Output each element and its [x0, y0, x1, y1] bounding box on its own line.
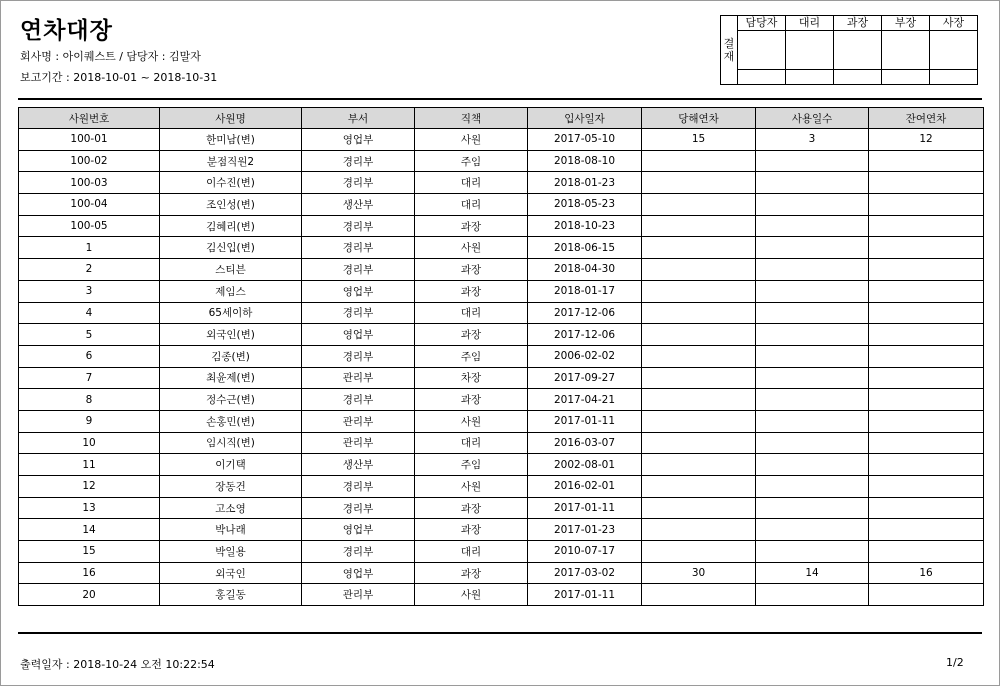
table-row	[19, 324, 984, 346]
table-cell: 외국인(변)	[160, 324, 302, 346]
table-cell: 2017-12-06	[528, 324, 642, 346]
table-cell: 5	[19, 324, 160, 346]
table-cell	[642, 150, 756, 172]
table-cell	[642, 172, 756, 194]
column-header: 사원번호	[19, 108, 160, 129]
table-cell: 홍길동	[160, 584, 302, 606]
table-cell: 2018-05-23	[528, 194, 642, 216]
table-cell: 관리부	[302, 410, 415, 432]
table-row	[19, 172, 984, 194]
table-cell: 생산부	[302, 454, 415, 476]
table-cell: 경리부	[302, 389, 415, 411]
table-cell: 영업부	[302, 562, 415, 584]
approval-box	[720, 15, 978, 85]
table-cell: 영업부	[302, 324, 415, 346]
table-cell: 박나래	[160, 519, 302, 541]
table-cell: 과장	[415, 519, 528, 541]
approval-role: 담당자	[738, 16, 786, 31]
table-cell: 15	[19, 541, 160, 563]
table-cell	[642, 497, 756, 519]
table-cell: 2018-01-17	[528, 280, 642, 302]
table-cell: 2006-02-02	[528, 345, 642, 367]
table-cell	[756, 215, 869, 237]
table-row	[19, 280, 984, 302]
table-cell	[642, 584, 756, 606]
approval-sign-cell	[738, 31, 786, 70]
table-cell	[869, 389, 984, 411]
table-cell: 14	[756, 562, 869, 584]
table-cell	[642, 280, 756, 302]
table-cell: 2017-01-11	[528, 410, 642, 432]
table-cell	[756, 150, 869, 172]
table-cell: 13	[19, 497, 160, 519]
table-cell	[869, 172, 984, 194]
table-cell	[642, 237, 756, 259]
table-cell: 경리부	[302, 541, 415, 563]
table-row	[19, 237, 984, 259]
table-cell: 이기택	[160, 454, 302, 476]
table-cell: 6	[19, 345, 160, 367]
table-cell: 영업부	[302, 129, 415, 151]
table-cell: 대리	[415, 194, 528, 216]
table-cell	[869, 194, 984, 216]
table-cell: 과장	[415, 280, 528, 302]
approval-stamp-label	[721, 16, 738, 85]
table-cell	[869, 259, 984, 281]
table-cell: 주임	[415, 345, 528, 367]
table-cell: 12	[869, 129, 984, 151]
table-cell: 경리부	[302, 150, 415, 172]
table-cell	[642, 476, 756, 498]
table-cell	[869, 410, 984, 432]
table-cell	[756, 367, 869, 389]
table-cell	[642, 410, 756, 432]
table-row	[19, 302, 984, 324]
table-cell: 2	[19, 259, 160, 281]
table-cell	[869, 302, 984, 324]
table-cell: 생산부	[302, 194, 415, 216]
approval-sign-cell	[834, 31, 882, 70]
table-cell	[642, 194, 756, 216]
column-header: 잔여연차	[869, 108, 984, 129]
table-cell	[642, 541, 756, 563]
table-cell: 12	[19, 476, 160, 498]
approval-date-cell	[882, 70, 930, 85]
table-cell: 2016-03-07	[528, 432, 642, 454]
table-cell	[869, 541, 984, 563]
table-cell	[642, 519, 756, 541]
table-cell: 관리부	[302, 367, 415, 389]
table-cell	[756, 259, 869, 281]
approval-sign-cell	[930, 31, 978, 70]
approval-date-cell	[786, 70, 834, 85]
table-cell	[642, 324, 756, 346]
column-header: 사용일수	[756, 108, 869, 129]
table-cell: 경리부	[302, 476, 415, 498]
table-cell	[642, 259, 756, 281]
approval-sign-cell	[786, 31, 834, 70]
table-cell: 과장	[415, 389, 528, 411]
table-row	[19, 519, 984, 541]
table-cell: 제임스	[160, 280, 302, 302]
column-header: 사원명	[160, 108, 302, 129]
table-cell	[642, 345, 756, 367]
leave-table	[18, 107, 984, 606]
table-cell	[756, 237, 869, 259]
table-cell	[756, 410, 869, 432]
table-cell: 3	[19, 280, 160, 302]
table-cell: 정수근(변)	[160, 389, 302, 411]
table-cell: 2018-04-30	[528, 259, 642, 281]
table-cell: 분점직원2	[160, 150, 302, 172]
table-cell: 2017-12-06	[528, 302, 642, 324]
column-header: 직책	[415, 108, 528, 129]
table-cell: 한미남(변)	[160, 129, 302, 151]
table-cell: 2018-06-15	[528, 237, 642, 259]
table-cell: 과장	[415, 324, 528, 346]
table-header-row	[19, 108, 984, 129]
table-cell: 65세이하	[160, 302, 302, 324]
table-cell: 최윤제(변)	[160, 367, 302, 389]
table-cell	[756, 345, 869, 367]
table-cell: 100-03	[19, 172, 160, 194]
approval-sign-cell	[882, 31, 930, 70]
approval-role: 대리	[786, 16, 834, 31]
table-cell	[756, 497, 869, 519]
table-row	[19, 194, 984, 216]
table-cell: 김신입(변)	[160, 237, 302, 259]
approval-stamp-text: 결 재	[723, 37, 735, 63]
table-body	[19, 129, 984, 606]
table-cell: 사원	[415, 129, 528, 151]
table-cell: 100-01	[19, 129, 160, 151]
table-cell: 100-02	[19, 150, 160, 172]
table-cell: 2017-04-21	[528, 389, 642, 411]
column-header: 부서	[302, 108, 415, 129]
table-cell: 9	[19, 410, 160, 432]
table-cell: 대리	[415, 302, 528, 324]
table-cell: 대리	[415, 172, 528, 194]
table-cell: 경리부	[302, 215, 415, 237]
table-cell	[756, 454, 869, 476]
table-cell	[756, 194, 869, 216]
table-cell	[756, 280, 869, 302]
table-cell: 2017-01-11	[528, 497, 642, 519]
table-cell: 2002-08-01	[528, 454, 642, 476]
table-row	[19, 129, 984, 151]
table-cell	[869, 367, 984, 389]
table-cell: 100-05	[19, 215, 160, 237]
table-cell: 16	[19, 562, 160, 584]
table-cell: 과장	[415, 562, 528, 584]
table-cell: 경리부	[302, 345, 415, 367]
table-cell: 15	[642, 129, 756, 151]
table-cell: 2017-03-02	[528, 562, 642, 584]
table-row	[19, 541, 984, 563]
company-info: 회사명 : 아이퀘스트 / 담당자 : 김말자	[20, 50, 201, 63]
table-row	[19, 454, 984, 476]
column-header: 당해연차	[642, 108, 756, 129]
table-cell: 경리부	[302, 172, 415, 194]
table-cell: 주임	[415, 454, 528, 476]
approval-date-cell	[834, 70, 882, 85]
table-cell: 2017-05-10	[528, 129, 642, 151]
print-timestamp: 출력일자 : 2018-10-24 오전 10:22:54	[20, 658, 215, 671]
table-row	[19, 476, 984, 498]
table-cell	[756, 324, 869, 346]
footer-divider	[18, 632, 982, 634]
table-cell: 김혜리(변)	[160, 215, 302, 237]
table-cell: 김종(변)	[160, 345, 302, 367]
table-cell: 차장	[415, 367, 528, 389]
table-cell	[642, 432, 756, 454]
approval-role: 사장	[930, 16, 978, 31]
table-row	[19, 497, 984, 519]
table-cell: 경리부	[302, 497, 415, 519]
table-cell: 과장	[415, 259, 528, 281]
table-cell	[642, 367, 756, 389]
table-cell: 8	[19, 389, 160, 411]
table-cell: 과장	[415, 215, 528, 237]
table-cell	[869, 497, 984, 519]
report-period: 보고기간 : 2018-10-01 ~ 2018-10-31	[20, 71, 218, 84]
table-row	[19, 367, 984, 389]
approval-role: 부장	[882, 16, 930, 31]
table-cell	[756, 302, 869, 324]
table-cell	[869, 345, 984, 367]
table-row	[19, 150, 984, 172]
table-cell: 이수진(변)	[160, 172, 302, 194]
table-cell	[869, 237, 984, 259]
table-cell: 경리부	[302, 259, 415, 281]
table-cell: 고소영	[160, 497, 302, 519]
table-cell: 2016-02-01	[528, 476, 642, 498]
table-cell: 2018-01-23	[528, 172, 642, 194]
table-cell	[642, 215, 756, 237]
table-cell: 100-04	[19, 194, 160, 216]
table-cell: 사원	[415, 237, 528, 259]
table-cell	[869, 150, 984, 172]
table-cell: 2017-01-11	[528, 584, 642, 606]
table-cell: 영업부	[302, 280, 415, 302]
table-cell	[869, 454, 984, 476]
table-cell	[642, 454, 756, 476]
table-cell: 영업부	[302, 519, 415, 541]
table-cell	[756, 519, 869, 541]
table-cell: 3	[756, 129, 869, 151]
table-row	[19, 345, 984, 367]
table-cell: 4	[19, 302, 160, 324]
column-header: 입사일자	[528, 108, 642, 129]
table-cell	[756, 476, 869, 498]
page-number: 1/2	[946, 656, 964, 669]
table-cell: 과장	[415, 497, 528, 519]
table-cell	[869, 215, 984, 237]
table-cell: 대리	[415, 541, 528, 563]
table-cell: 2017-01-23	[528, 519, 642, 541]
table-cell	[642, 302, 756, 324]
table-cell: 2017-09-27	[528, 367, 642, 389]
approval-date-cell	[738, 70, 786, 85]
table-cell: 2010-07-17	[528, 541, 642, 563]
approval-role: 과장	[834, 16, 882, 31]
table-row	[19, 410, 984, 432]
table-cell	[869, 476, 984, 498]
table-row	[19, 562, 984, 584]
table-cell	[869, 324, 984, 346]
table-cell: 경리부	[302, 237, 415, 259]
table-cell: 사원	[415, 584, 528, 606]
table-row	[19, 432, 984, 454]
table-cell	[642, 389, 756, 411]
table-cell	[756, 389, 869, 411]
approval-date-cell	[930, 70, 978, 85]
table-cell: 사원	[415, 410, 528, 432]
table-cell: 2018-08-10	[528, 150, 642, 172]
table-cell: 박일용	[160, 541, 302, 563]
table-cell: 관리부	[302, 584, 415, 606]
table-row	[19, 215, 984, 237]
table-cell: 장동건	[160, 476, 302, 498]
table-cell: 임시직(변)	[160, 432, 302, 454]
table-cell: 1	[19, 237, 160, 259]
table-cell: 30	[642, 562, 756, 584]
table-cell: 7	[19, 367, 160, 389]
table-cell: 주임	[415, 150, 528, 172]
header-divider	[18, 98, 982, 100]
table-cell: 외국인	[160, 562, 302, 584]
table-cell: 조인성(변)	[160, 194, 302, 216]
table-cell: 관리부	[302, 432, 415, 454]
table-cell: 대리	[415, 432, 528, 454]
report-title: 연차대장	[20, 18, 113, 44]
table-cell	[756, 584, 869, 606]
table-cell	[756, 541, 869, 563]
table-cell: 14	[19, 519, 160, 541]
table-cell: 20	[19, 584, 160, 606]
table-cell: 11	[19, 454, 160, 476]
table-cell	[869, 519, 984, 541]
table-cell: 2018-10-23	[528, 215, 642, 237]
table-row	[19, 389, 984, 411]
table-cell	[869, 432, 984, 454]
table-cell: 경리부	[302, 302, 415, 324]
table-cell	[756, 432, 869, 454]
table-cell	[869, 584, 984, 606]
table-cell	[869, 280, 984, 302]
table-cell	[756, 172, 869, 194]
table-row	[19, 584, 984, 606]
table-row	[19, 259, 984, 281]
table-cell: 10	[19, 432, 160, 454]
table-cell: 사원	[415, 476, 528, 498]
table-cell: 스티븐	[160, 259, 302, 281]
table-cell: 손홍민(변)	[160, 410, 302, 432]
table-cell: 16	[869, 562, 984, 584]
